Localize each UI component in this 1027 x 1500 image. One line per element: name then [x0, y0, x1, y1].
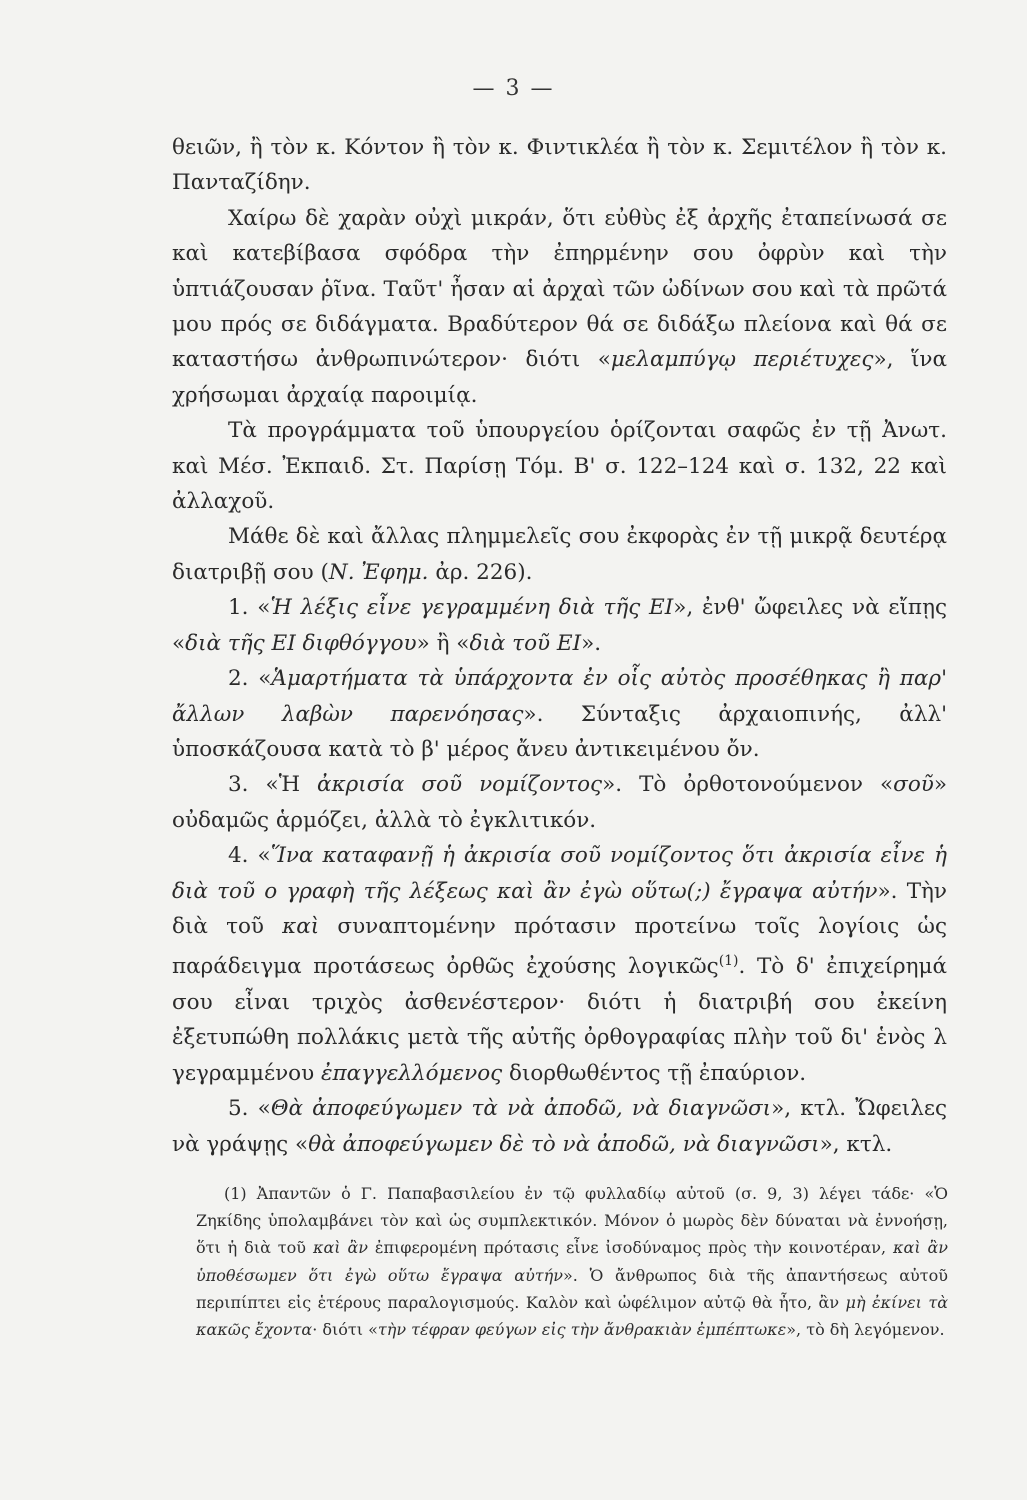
text-run: «: [248, 843, 271, 869]
list-item-1: [172, 590, 947, 661]
paragraph-3: Τὰ προγράμματα τοῦ ὑπουργείου ὁρίζονται σαφῶς ἐν τῇ Ἀνωτ. καὶ Μέσ. Ἐκπαιδ. Στ. Παρίσῃ Τόμ. Β' σ. 122–124 καὶ σ. 132, 22 καὶ ἀλλαχοῦ.: [172, 418, 947, 515]
text-run: ἀρ. 226).: [428, 559, 533, 585]
italic-quote: μελαμπύγῳ περιέτυχες: [610, 347, 874, 373]
text-run: » ἢ «: [416, 630, 470, 656]
italic-quote: θὰ ἀποφεύγωμεν δὲ τὸ νὰ ἀποδῶ, νὰ διαγνῶσι: [308, 1131, 820, 1157]
text-run: «Ἡ: [248, 772, 318, 798]
italic-citation: Ν. Ἐφημ.: [328, 559, 429, 585]
footnote-1: [196, 1180, 948, 1343]
text-run: «: [248, 666, 272, 692]
main-text: [172, 130, 947, 1162]
italic-quote: Ἡ λέξις εἶνε γεγραμμένη διὰ τῆς ΕΙ: [270, 595, 674, 621]
text-run: «: [248, 595, 271, 621]
text-run: Χαίρω δὲ χαρὰν οὐχὶ μικράν, ὅτι εὐθὺς ἐξ ἀρχῆς ἐταπείνωσά σε καὶ κατεβίβασα σφόδρα τὴν ἐπηρμένην σου ὀφρὺν καὶ τὴν ὑπτιάζουσαν ῥῖνα. Ταῦτ' ἦσαν αἱ ἀρχαὶ τῶν ὠδίνων σου καὶ τὰ πρῶτά μου πρός σε διδάγματα. Βραδύτερον θά σε διδάξω πλείονα καὶ θά σε καταστήσω ἀνθρωπινώτερον· διότι «: [172, 205, 947, 373]
item-number: 5.: [228, 1096, 249, 1122]
italic-quote: ἀκρισία σοῦ νομίζοντος: [317, 772, 603, 798]
text-run: συναπτομένην πρότασιν προτείνω τοῖς λογίοις ὡς παράδειγμα προτάσεως ὀρθῶς ἐχούσης λογικῶς: [172, 913, 947, 980]
item-number: 4.: [228, 843, 249, 869]
italic-quote: Θὰ ἀποφεύγωμεν τὰ νὰ ἀποδῶ, νὰ διαγνῶσι: [270, 1096, 772, 1122]
footnote-reference: (1): [718, 953, 739, 970]
item-number: 3.: [228, 772, 249, 798]
text-run: Ἀπαντῶν ὁ Γ. Παπαβασιλείου ἐν τῷ φυλλαδίῳ αὐτοῦ (σ. 9, 3) λέγει τάδε· «Ὁ Ζηκίδης ὑπολαμβάνει τὸν καὶ ὡς συμπλεκτικόν. Μόνον ὁ μωρὸς δὲν δύναται νὰ ἐννοήσῃ, ὅτι ἡ διὰ τοῦ: [196, 1184, 948, 1258]
italic-quote: Ἵνα καταφανῇ ἡ ἀκρισία σοῦ νομίζοντος ὅτι ἀκρισία εἶνε ἡ διὰ τοῦ ο γραφὴ τῆς λέξεως καὶ ἂν ἐγὼ οὕτω(;) ἔγραψα αὐτήν: [172, 843, 947, 904]
text-run: », τὸ δὴ λεγόμενον.: [786, 1320, 945, 1340]
text-run: Μάθε δὲ καὶ ἄλλας πλημμελεῖς σου ἐκφορὰς ἐν τῇ μικρᾷ δευτέρᾳ διατριβῇ σου (: [172, 524, 947, 585]
text-run: ». Σύνταξις ἀρχαιοπινής, ἀλλ' ὑποσκάζουσα κατὰ τὸ β' μέρος ἄνευ ἀντικειμένου ὄν.: [172, 701, 947, 762]
italic-quote: καὶ ἂν ὑποθέσωμεν ὅτι ἐγὼ οὕτω ἔγραψα αὐτήν: [196, 1238, 949, 1285]
italic-quote: μὴ ἐκίνει τὰ κακῶς ἔχοντα: [196, 1292, 949, 1340]
item-number: 1.: [228, 595, 249, 621]
paragraph-2: [172, 201, 947, 413]
text-run: ἐπιφερομένη πρότασις εἶνε ἰσοδύναμος πρὸς τὴν κοινοτέραν,: [367, 1238, 894, 1258]
italic-quote: σοῦ: [893, 772, 934, 798]
italic-quote: τὴν τέφραν φεύγων εἰς τὴν ἄνθρακιὰν ἐμπέπτωκε: [377, 1320, 787, 1340]
text-run: ». Τὴν διὰ τοῦ: [172, 878, 947, 939]
italic-quote: διὰ τοῦ ΕΙ: [469, 630, 582, 656]
text-run: ».: [581, 630, 602, 656]
italic-word: καὶ ἂν: [312, 1238, 368, 1258]
list-item-4: [172, 838, 947, 1091]
text-run: », κτλ.: [819, 1131, 893, 1157]
text-run: ». Ὁ ἄνθρωπος διὰ τῆς ἀπαντήσεως αὐτοῦ περιπίπτει εἰς ἑτέρους παραλογισμούς. Καλὸν καὶ ὠφέλιμον αὐτῷ θὰ ἦτο, ἂν: [196, 1265, 948, 1312]
italic-word: ἐπαγγελλόμενος: [321, 1060, 503, 1086]
text-run: », κτλ. Ὤφειλες νὰ γράψῃς «: [172, 1096, 948, 1157]
footnotes: [196, 1180, 948, 1343]
paragraph-1: θειῶν, ἢ τὸν κ. Κόντον ἢ τὸν κ. Φιντικλέα ἢ τὸν κ. Σεμιτέλον ἢ τὸν κ. Πανταζίδην.: [172, 135, 947, 196]
italic-quote: διὰ τῆς ΕΙ διφθόγγου: [185, 630, 417, 656]
text-run: », ἐνθ' ὤφειλες νὰ εἴπῃς «: [172, 595, 947, 656]
italic-word: καὶ: [282, 913, 320, 939]
list-item-3: [172, 767, 947, 838]
text-run: », ἵνα χρήσωμαι ἀρχαίᾳ παροιμίᾳ.: [172, 347, 948, 408]
text-run: . Τὸ δ' ἐπιχείρημά σου εἶναι τριχὸς ἀσθενέστερον· διότι ἡ διατριβή σου ἐκείνη ἐξετυπώθη πολλάκις μετὰ τῆς αὐτῆς ὀρθογραφίας πλὴν τοῦ δι' ἑνὸς λ γεγραμμένου: [172, 954, 947, 1086]
text-run: · διότι «: [312, 1320, 378, 1340]
italic-quote: Ἁμαρτήματα τὰ ὑπάρχοντα ἐν οἷς αὐτὸς προσέθηκας ἢ παρ' ἄλλων λαβὼν παρενόησας: [172, 666, 947, 727]
text-run: ». Τὸ ὀρθοτονούμενον «: [602, 772, 894, 798]
text-run: διορθωθέντος τῇ ἐπαύριον.: [502, 1060, 807, 1086]
footnote-marker: (1): [224, 1184, 247, 1203]
list-item-2: [172, 661, 947, 767]
text-run: «: [248, 1096, 271, 1122]
item-number: 2.: [228, 666, 249, 692]
paragraph-4: [172, 519, 947, 590]
page-number: — 3 —: [472, 76, 555, 101]
list-item-5: [172, 1091, 947, 1162]
text-run: » οὐδαμῶς ἁρμόζει, ἀλλὰ τὸ ἐγκλιτικόν.: [172, 772, 947, 833]
